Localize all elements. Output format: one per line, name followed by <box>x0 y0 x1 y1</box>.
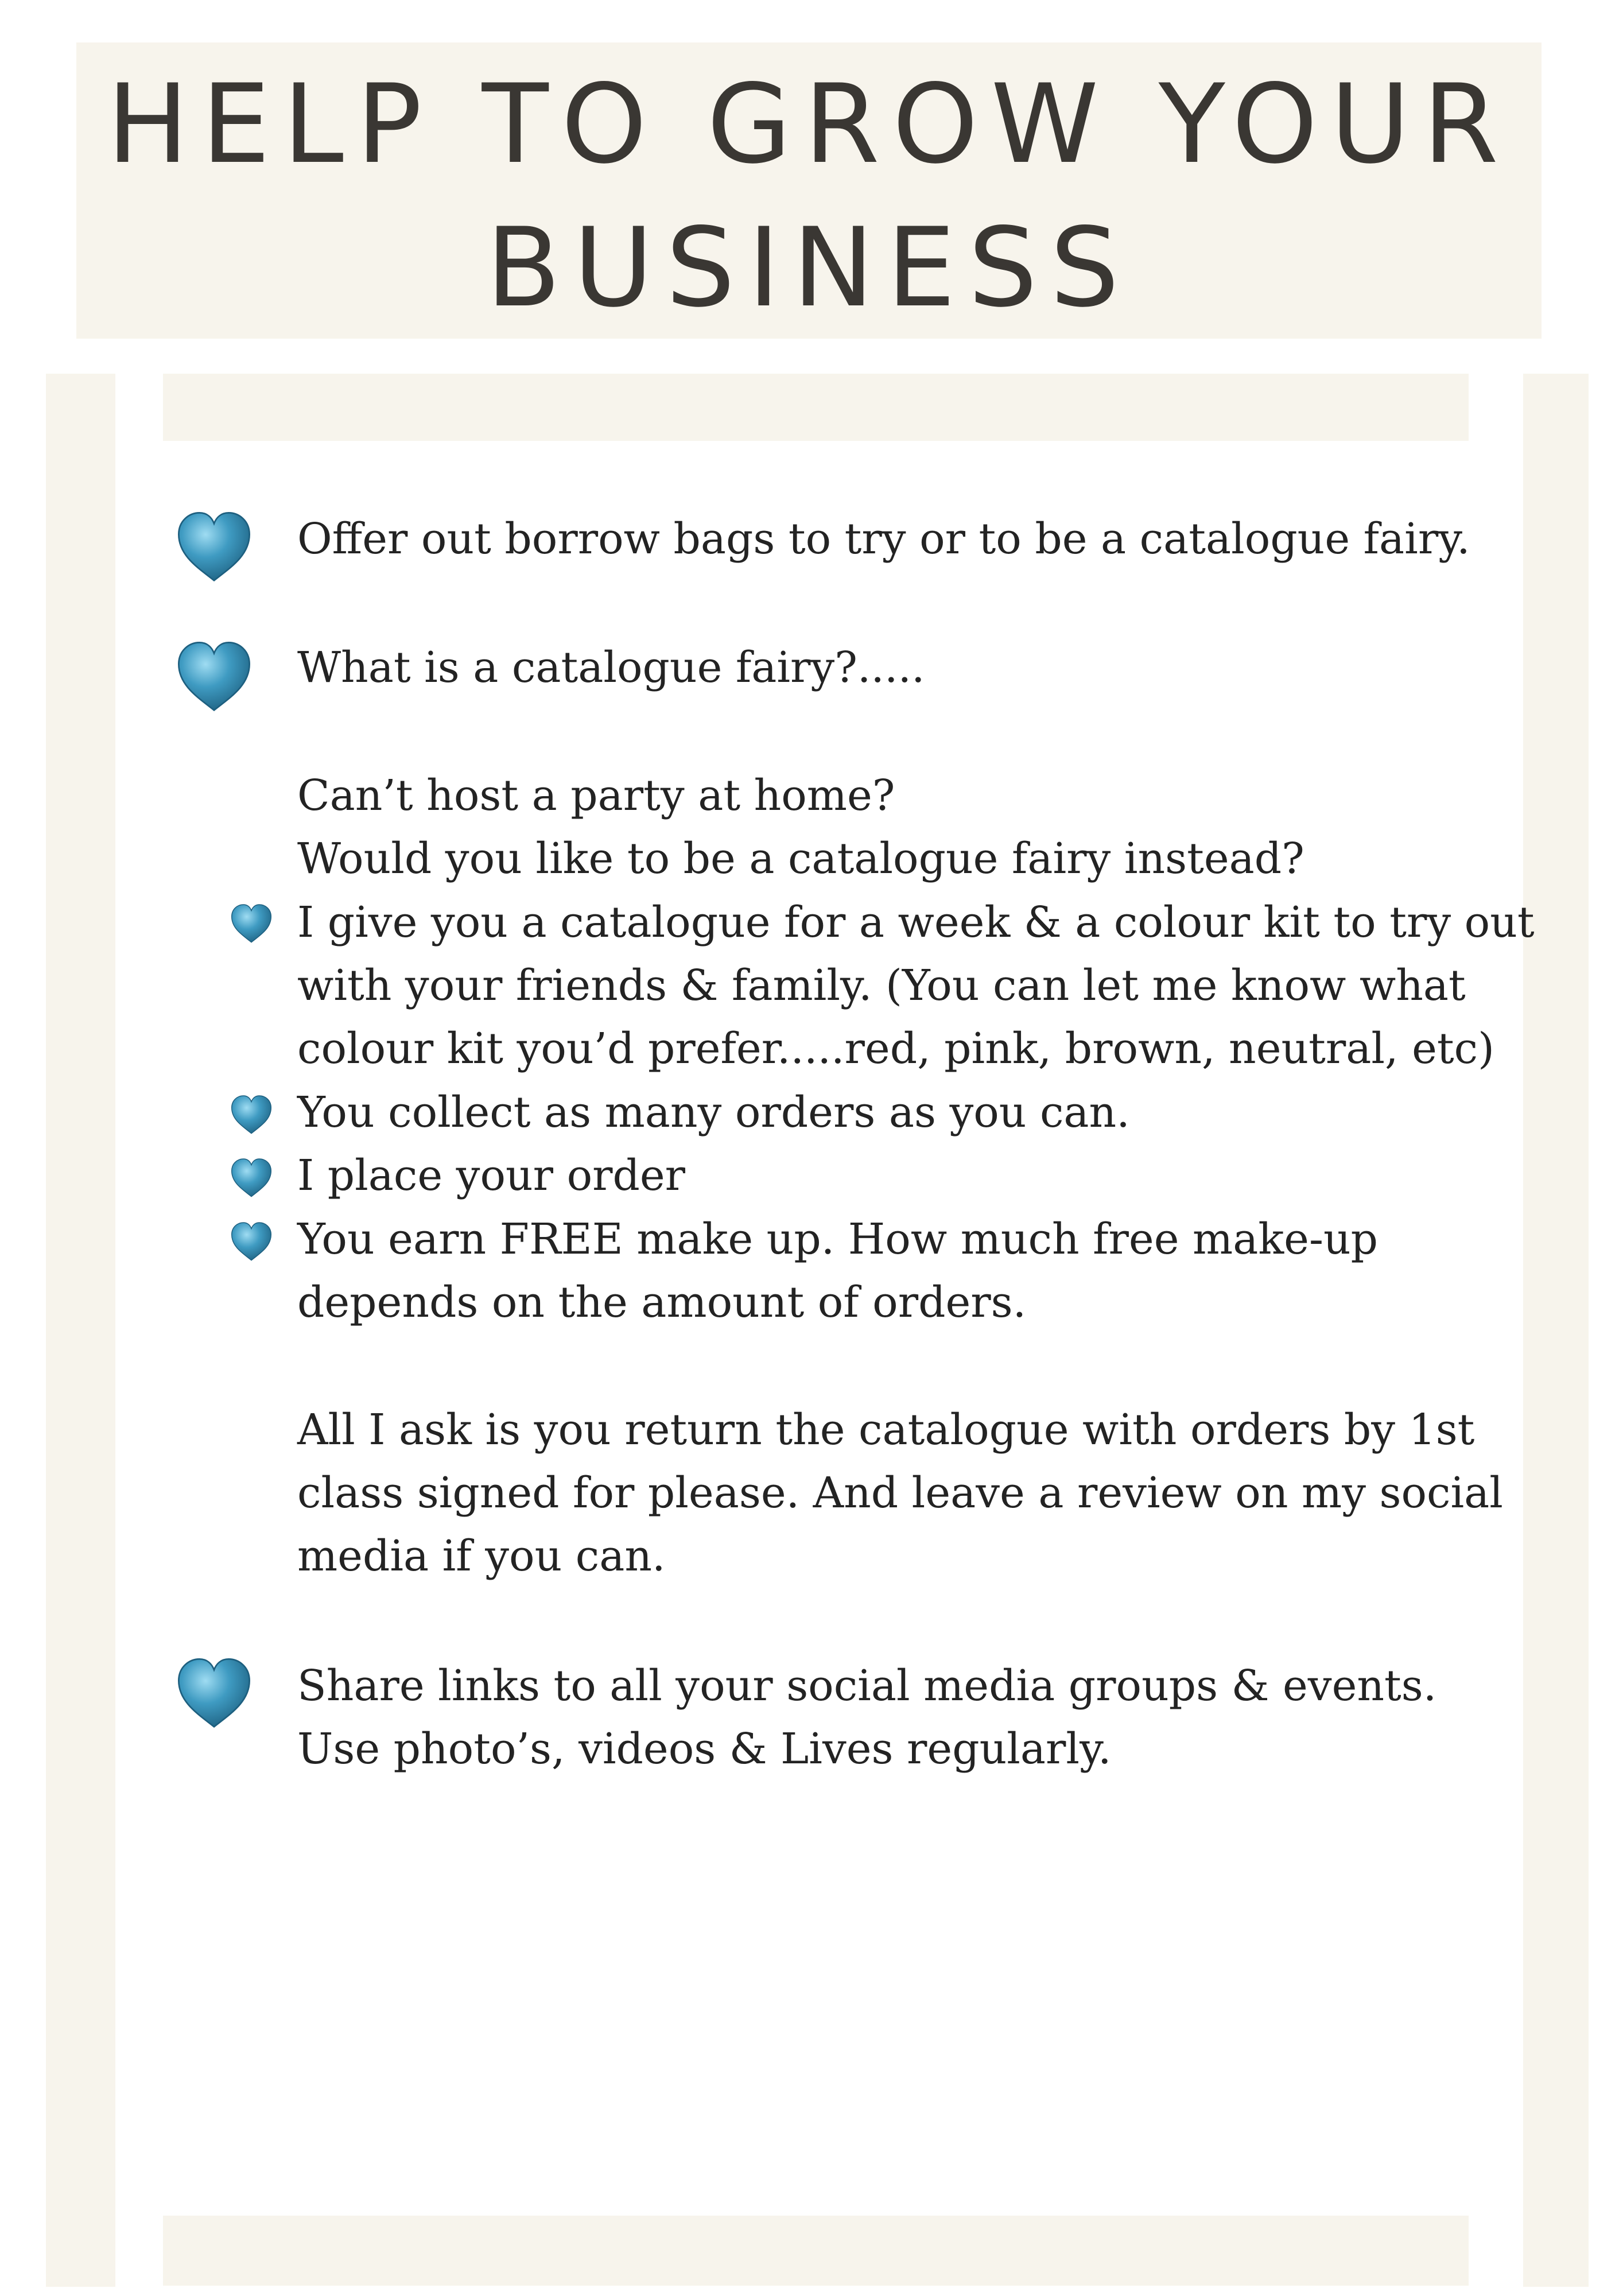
step-line: depends on the amount of orders. <box>297 1278 1027 1327</box>
list-item: What is a catalogue fairy?..... <box>297 643 925 692</box>
page-title-line-2: BUSINESS <box>486 204 1132 331</box>
question-line: Can’t host a party at home? <box>297 771 895 820</box>
ask-line: All I ask is you return the catalogue with orders by 1st <box>297 1405 1475 1455</box>
question-line: Would you like to be a catalogue fairy instead? <box>297 834 1304 883</box>
share-line: Use photo’s, videos & Lives regularly. <box>297 1724 1112 1774</box>
content-top-strip <box>163 374 1469 441</box>
right-border-bar <box>1523 374 1589 2287</box>
ask-line: media if you can. <box>297 1531 666 1581</box>
left-border-bar <box>46 374 115 2287</box>
blue-heart-icon <box>176 1656 253 1728</box>
blue-heart-icon <box>230 1094 273 1134</box>
share-line: Share links to all your social media groups & events. <box>297 1661 1437 1711</box>
step-line: You earn FREE make up. How much free make-up <box>297 1215 1378 1264</box>
step-line: with your friends & family. (You can let me know what <box>297 961 1466 1010</box>
step-line: You collect as many orders as you can. <box>297 1088 1130 1137</box>
ask-line: class signed for please. And leave a review on my social <box>297 1468 1503 1518</box>
blue-heart-icon <box>176 639 253 712</box>
step-line: I give you a catalogue for a week & a colour kit to try out <box>297 898 1535 947</box>
list-item: Offer out borrow bags to try or to be a catalogue fairy. <box>297 514 1470 564</box>
blue-heart-icon <box>230 1157 273 1197</box>
blue-heart-icon <box>176 510 253 582</box>
page-title-line-1: HELP TO GROW YOUR <box>106 61 1512 188</box>
step-line: colour kit you’d prefer.....red, pink, brown, neutral, etc) <box>297 1024 1494 1073</box>
step-line: I place your order <box>297 1151 686 1200</box>
content-bottom-strip <box>163 2216 1469 2286</box>
blue-heart-icon <box>230 903 273 943</box>
blue-heart-icon <box>230 1221 273 1261</box>
